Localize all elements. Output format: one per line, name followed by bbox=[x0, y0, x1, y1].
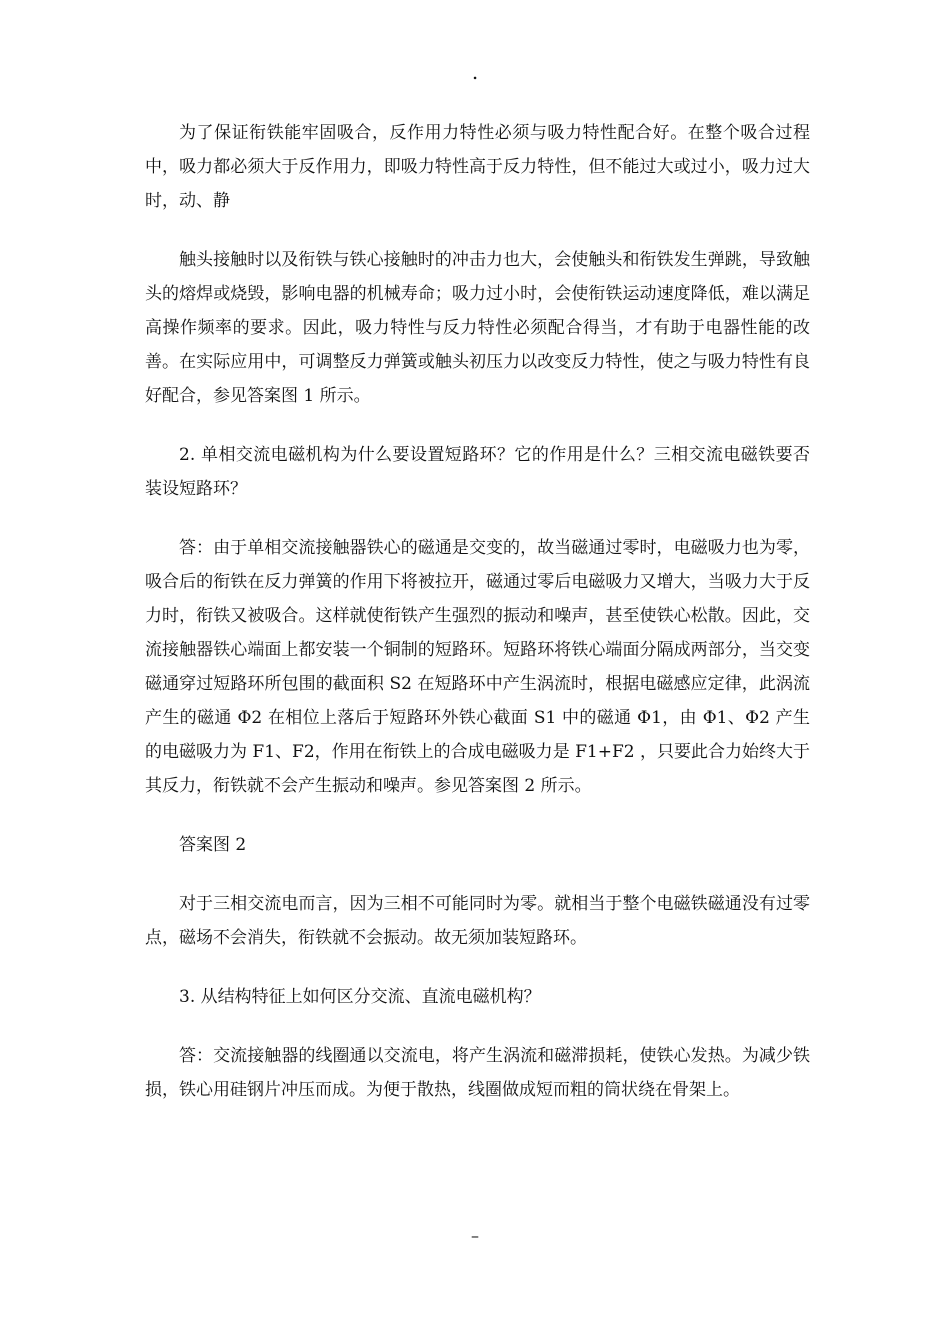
question-3: 3. 从结构特征上如何区分交流、直流电磁机构？ bbox=[179, 987, 541, 1007]
paragraph-three-phase: 对于三相交流电而言，因为三相不可能同时为零。就相当于整个电磁铁磁通没有过零点，磁场不会消失，衔铁就不会振动。故无须加装短路环。 bbox=[145, 894, 810, 948]
paragraph-contact-impact: 触头接触时以及衔铁与铁心接触时的冲击力也大，会使触头和衔铁发生弹跳，导致触头的熔焊或烧毁，影响电器的机械寿命；吸力过小时，会使衔铁运动速度降低，难以满足高操作频率的要求。因此，吸力特性与反力特性必须配合得当，才有助于电器性能的改善。在实际应用中，可调整反力弹簧或触头初压力以改变反力特性，使之与吸力特性有良好配合，参见答案图 1 所示。 bbox=[145, 250, 810, 406]
question-2: 2. 单相交流电磁机构为什么要设置短路环？它的作用是什么？三相交流电磁铁要否装设短路环？ bbox=[145, 445, 810, 499]
header-mark: . bbox=[471, 60, 479, 84]
figure-caption-answer-2: 答案图 2 bbox=[179, 835, 247, 855]
paragraph-attraction-characteristic: 为了保证衔铁能牢固吸合，反作用力特性必须与吸力特性配合好。在整个吸合过程中，吸力都必须大于反作用力，即吸力特性高于反力特性，但不能过大或过小，吸力过大时，动、静 bbox=[145, 123, 810, 211]
answer-3: 答：交流接触器的线圈通以交流电，将产生涡流和磁滞损耗，使铁心发热。为减少铁损，铁心用硅钢片冲压而成。为便于散热，线圈做成短而粗的筒状绕在骨架上。 bbox=[145, 1046, 810, 1100]
answer-2: 答：由于单相交流接触器铁心的磁通是交变的，故当磁通过零时，电磁吸力也为零，吸合后的衔铁在反力弹簧的作用下将被拉开，磁通过零后电磁吸力又增大，当吸力大于反力时，衔铁又被吸合。这样就使衔铁产生强烈的振动和噪声，甚至使铁心松散。因此，交流接触器铁心端面上都安装一个铜制的短路环。短路环将铁心端面分隔成两部分，当交变磁通穿过短路环所包围的截面积 S2 在短路环中产生涡流时，根据电磁感应定律，此涡流产生的磁通 Φ2 在相位上落后于短路环外铁心截面 S1 中的磁通 Φ1，由 Φ1、Φ2 产生的电磁吸力为 F1、F2，作用在衔铁上的合成电磁吸力是 F1+F2 ，只要此合力始终大于其反力，衔铁就不会产生振动和噪声。参见答案图 2 所示。 bbox=[145, 538, 810, 796]
footer-mark: – bbox=[471, 1226, 479, 1245]
document-body bbox=[145, 116, 810, 1132]
